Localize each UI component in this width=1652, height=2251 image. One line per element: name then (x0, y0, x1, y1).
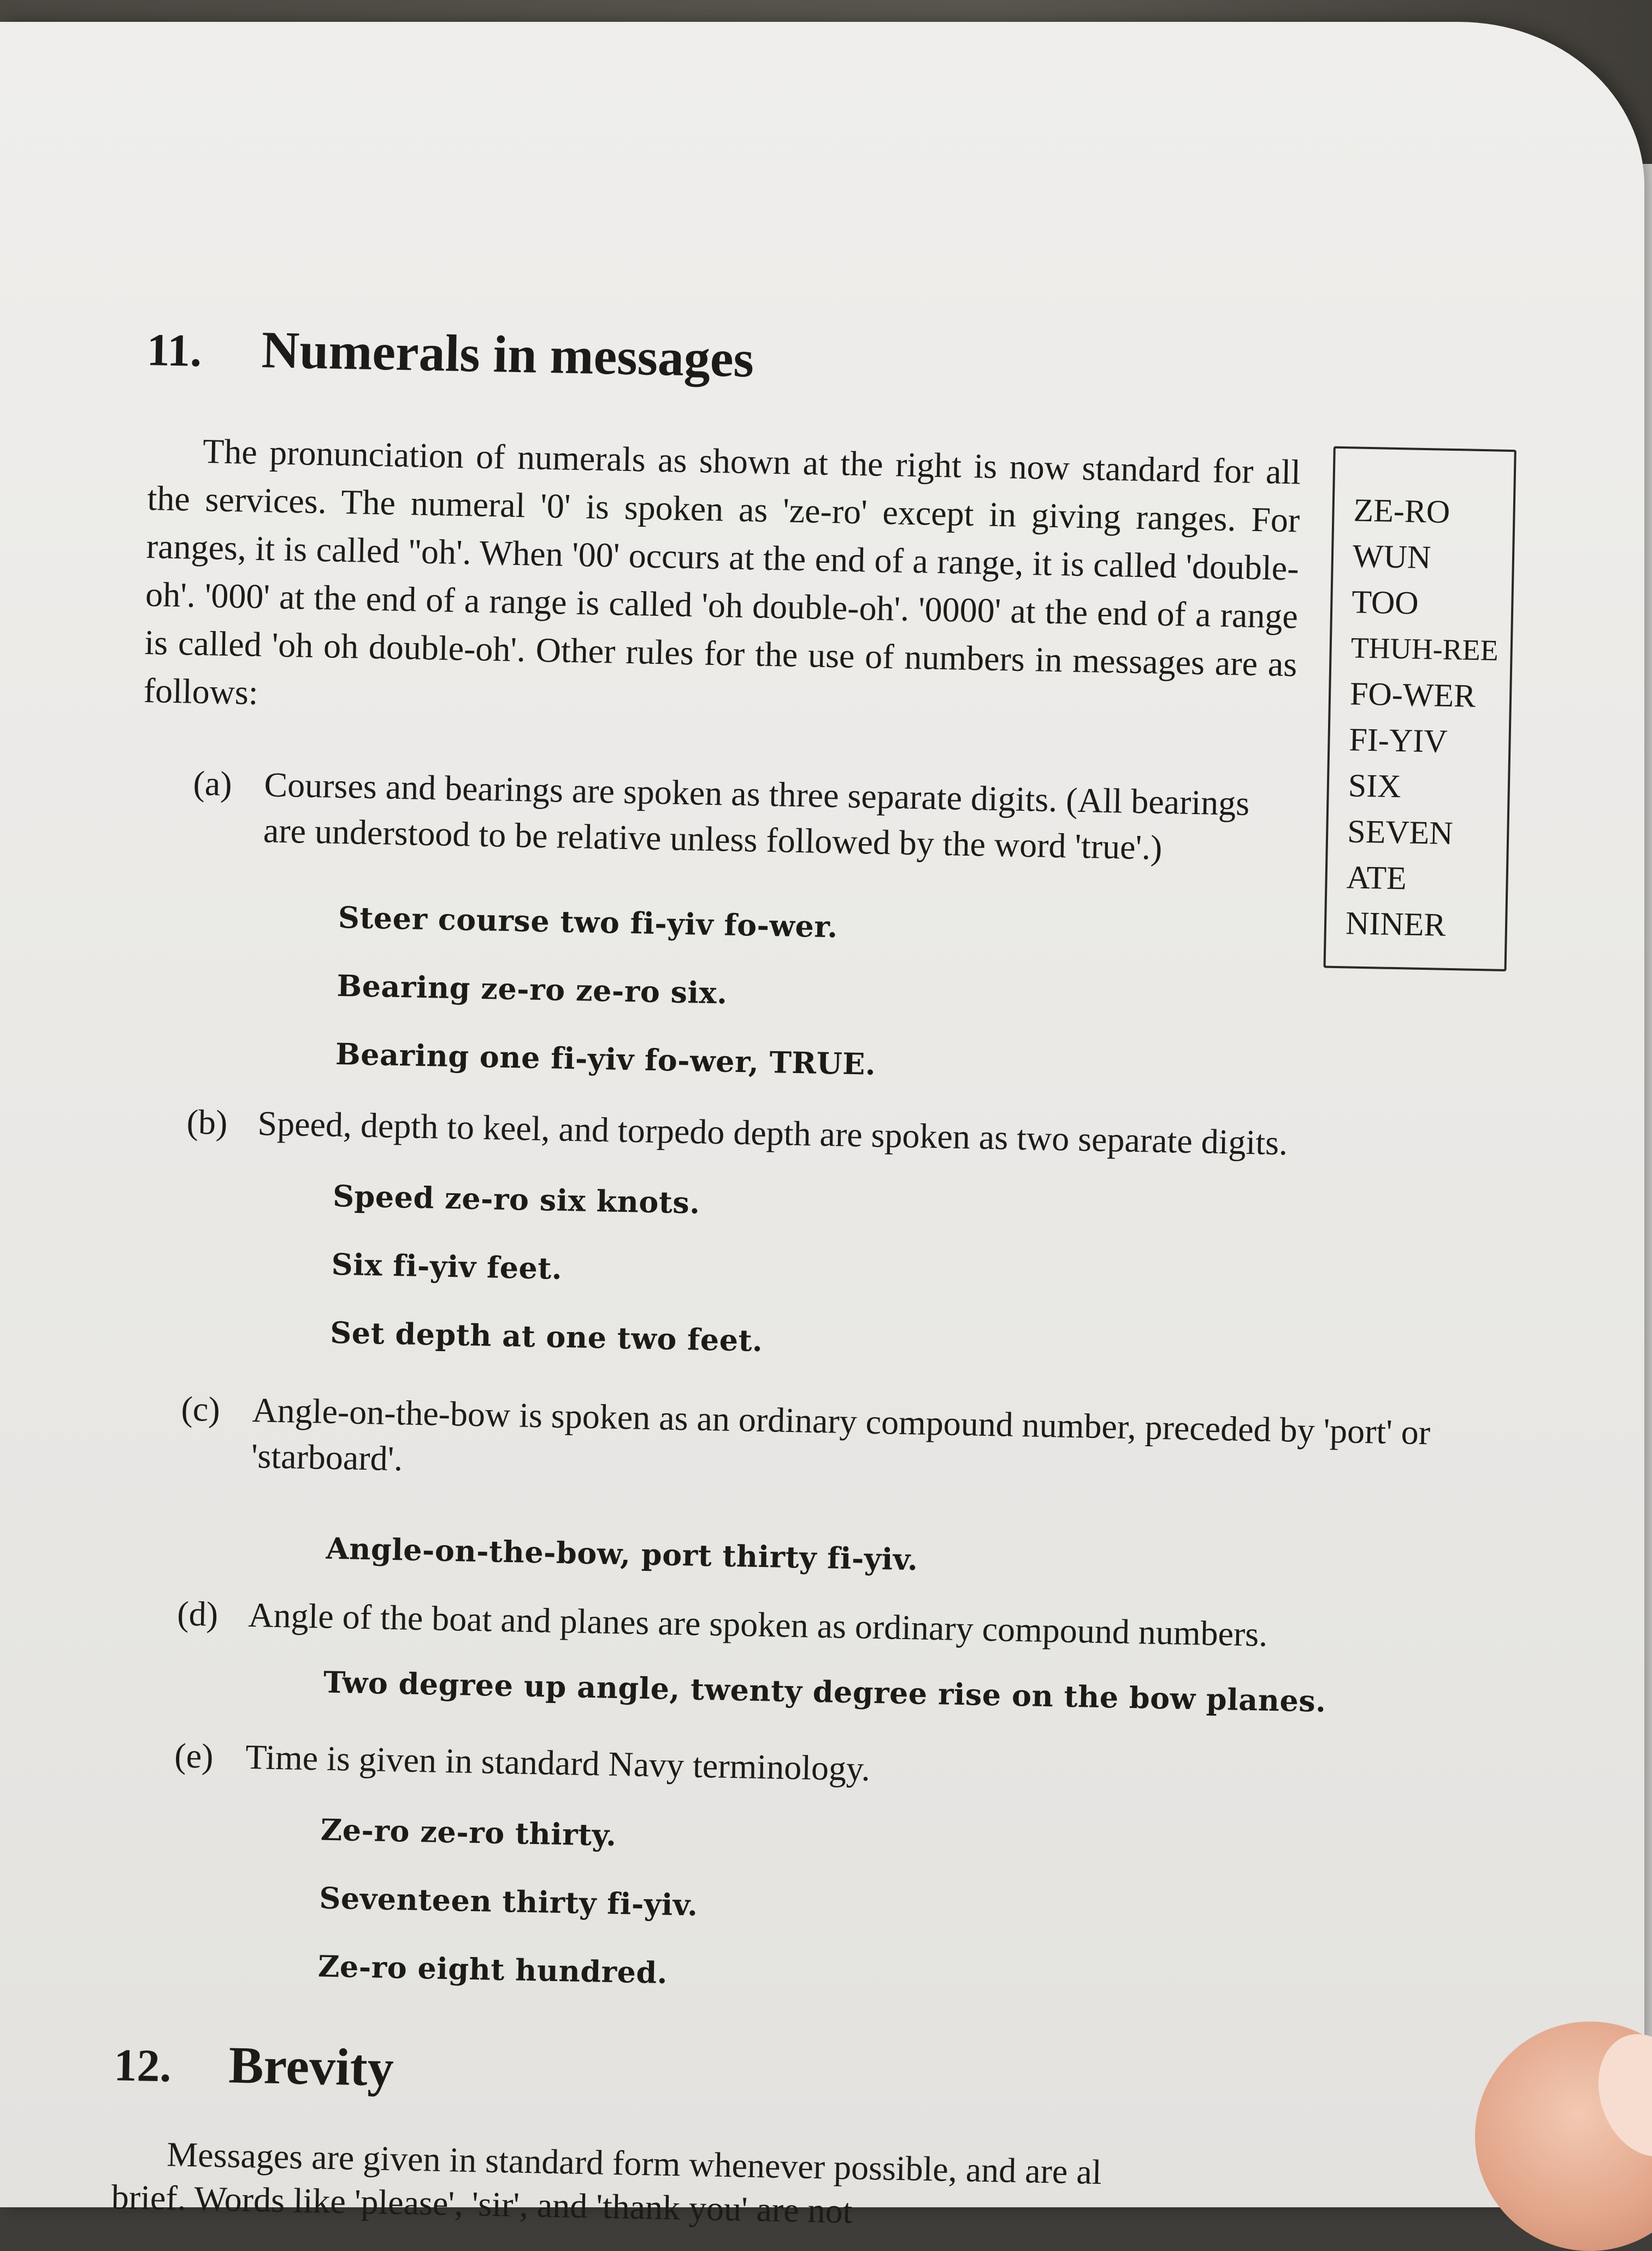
example-line: Seventeen thirty fi-yiv. (318, 1880, 699, 1923)
example-line: Steer course two fi-yiv fo-wer. (338, 899, 839, 945)
rule-e (174, 1734, 871, 1792)
rule-a (192, 762, 1281, 873)
example-line: Bearing one fi-yiv fo-wer, TRUE. (335, 1036, 876, 1082)
rule-b (186, 1100, 1288, 1166)
section-number: 11. (146, 324, 203, 376)
example-line: Bearing ze-ro ze-ro six. (336, 968, 728, 1011)
numeral-2: TOO (1351, 584, 1419, 621)
section-11-heading (146, 317, 754, 389)
numeral-7: SEVEN (1347, 813, 1454, 852)
numeral-6: SIX (1348, 767, 1402, 805)
example-line: Six fi-yiv feet. (331, 1246, 563, 1286)
rule-d (176, 1592, 1268, 1658)
rule-label: (a) (192, 763, 233, 804)
example-line: Set depth at one two feet. (329, 1315, 763, 1358)
numeral-pronunciation-box (1324, 446, 1517, 971)
book-page (0, 22, 1644, 2231)
example-line: Speed ze-ro six knots. (332, 1178, 701, 1221)
thumbnail-nail (1582, 2020, 1652, 2170)
section-number: 12. (113, 2040, 172, 2092)
example-line: Angle-on-the-bow, port thirty fi-yiv. (326, 1530, 919, 1577)
numeral-1: WUN (1352, 538, 1431, 576)
rule-text: Angle of the boat and planes are spoken as ordinary compound numbers. (247, 1595, 1268, 1654)
numeral-0: ZE-RO (1353, 492, 1450, 530)
page-content (111, 317, 1546, 2231)
section-title: Numerals in messages (261, 320, 755, 388)
rule-text: Time is given in standard Navy terminology. (245, 1737, 871, 1788)
section-title: Brevity (228, 2035, 394, 2097)
rule-label: (c) (180, 1389, 221, 1429)
rule-label: (b) (186, 1102, 228, 1142)
rule-text: Courses and bearings are spoken as three separate digits. (All bearings are understood to be relative unless followed by the word 'true'.) (263, 765, 1250, 867)
numeral-4: FO-WER (1349, 675, 1476, 714)
rule-text: Speed, depth to keel, and torpedo depth are spoken as two separate digits. (257, 1104, 1288, 1163)
example-line: Ze-ro eight hundred. (317, 1948, 668, 1990)
example-line: Two degree up angle, twenty degree rise on the bow planes. (323, 1664, 1327, 1719)
numeral-8: ATE (1346, 859, 1407, 897)
rule-text: Angle-on-the-bow is spoken as an ordinary compound number, preceded by 'port' or 'starboard'. (251, 1390, 1431, 1478)
brevity-line-2: brief. Words like 'please', 'sir', and 'thank you' are not (111, 2177, 853, 2231)
section-12-heading (114, 2032, 394, 2098)
intro-paragraph: The pronunciation of numerals as shown at the right is now standard for all the services. The numeral '0' is spoken as 'ze-ro' except in giving ranges. For ranges, it is called ''oh'. When '00' occurs at the end of a range, it is called 'double-oh'. '000' at the end of a range is called 'oh double-oh'. '0000' at the end of a range is called 'oh oh double-oh'. Other rules for the use of numbers in messages are as follows: (143, 431, 1301, 712)
rule-label: (d) (176, 1594, 219, 1634)
rule-label: (e) (174, 1736, 214, 1776)
numeral-3: THUH-REE (1350, 631, 1499, 667)
rule-c (180, 1387, 1509, 1503)
brevity-line-1: Messages are given in standard form whenever possible, and are al (166, 2135, 1102, 2192)
numeral-9: NINER (1345, 905, 1447, 943)
example-line: Ze-ro ze-ro thirty. (320, 1812, 617, 1853)
numeral-5: FI-YIV (1348, 721, 1448, 759)
